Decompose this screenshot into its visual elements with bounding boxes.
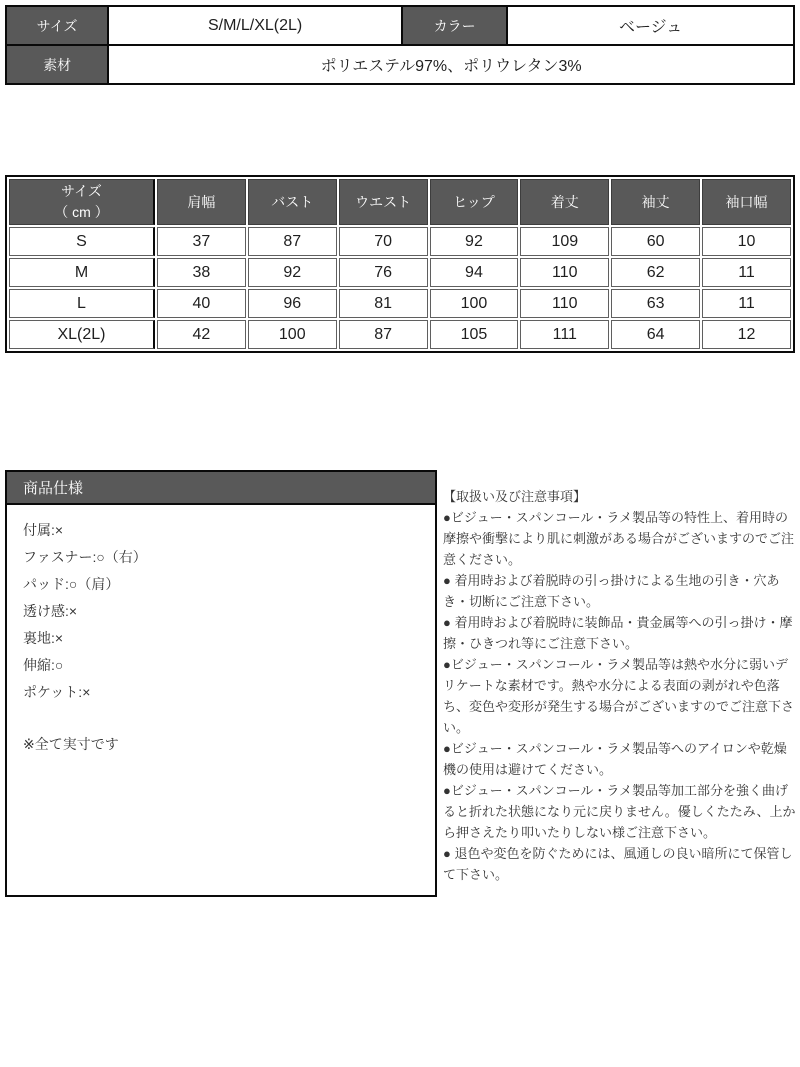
size-chart-table bbox=[5, 175, 795, 353]
care-note-item: ●ビジュー・スパンコール・ラメ製品等へのアイロンや乾燥機の使用は避けてください。 bbox=[443, 741, 787, 777]
column-header-sleeve: 袖丈 bbox=[611, 179, 700, 225]
measurement-cell: 12 bbox=[702, 320, 791, 349]
product-spec-title: 商品仕様 bbox=[7, 472, 435, 505]
spec-item-pad: パッド:○（肩） bbox=[23, 576, 120, 592]
spec-item-sheerness: 透け感:× bbox=[23, 603, 78, 619]
size-chart-unit-header bbox=[9, 179, 155, 225]
color-value: ベージュ bbox=[507, 6, 794, 45]
measurement-cell: 94 bbox=[430, 258, 519, 287]
size-row-xl bbox=[9, 320, 791, 349]
care-note-item: ●ビジュー・スパンコール・ラメ製品等は熱や水分に弱いデリケートな素材です。熱や水分による表面の剥がれや色落ち、変色や変形が発生する場合がございますのでご注意下さい。 bbox=[443, 657, 795, 735]
measurement-cell: 81 bbox=[339, 289, 428, 318]
measurement-cell: 111 bbox=[520, 320, 609, 349]
measurement-cell: 76 bbox=[339, 258, 428, 287]
care-note-item: ● 着用時および着脱時の引っ掛けによる生地の引き・穴あき・切断にご注意下さい。 bbox=[443, 573, 780, 609]
size-row-l bbox=[9, 289, 791, 318]
measurement-cell: 105 bbox=[430, 320, 519, 349]
measurement-cell: 40 bbox=[157, 289, 246, 318]
spec-item-lining: 裏地:× bbox=[23, 630, 64, 646]
measurement-cell: 60 bbox=[611, 227, 700, 256]
measurement-cell: 10 bbox=[702, 227, 791, 256]
size-options-value: S/M/L/XL(2L) bbox=[108, 6, 402, 45]
size-options-label: サイズ bbox=[6, 6, 108, 45]
measurement-cell: 11 bbox=[702, 289, 791, 318]
spec-item-fastener: ファスナー:○（右） bbox=[23, 549, 147, 565]
measurement-cell: 62 bbox=[611, 258, 700, 287]
column-header-length: 着丈 bbox=[520, 179, 609, 225]
measurement-cell: 42 bbox=[157, 320, 246, 349]
column-header-waist: ウエスト bbox=[339, 179, 428, 225]
size-chart-header-row bbox=[9, 179, 791, 225]
measurement-cell: 63 bbox=[611, 289, 700, 318]
measurement-cell: 110 bbox=[520, 258, 609, 287]
size-row-m bbox=[9, 258, 791, 287]
care-note-item: ● 退色や変色を防ぐためには、風通しの良い暗所にて保管して下さい。 bbox=[443, 846, 793, 882]
measurement-cell: 100 bbox=[430, 289, 519, 318]
color-label: カラー bbox=[402, 6, 507, 45]
measurement-cell: 100 bbox=[248, 320, 337, 349]
size-name-cell: S bbox=[9, 227, 155, 256]
column-header-shoulder: 肩幅 bbox=[157, 179, 246, 225]
spec-item-stretch: 伸縮:○ bbox=[23, 657, 64, 673]
measurement-cell: 96 bbox=[248, 289, 337, 318]
product-spec-box bbox=[5, 470, 437, 897]
measurement-cell: 11 bbox=[702, 258, 791, 287]
size-name-cell: XL(2L) bbox=[9, 320, 155, 349]
care-note-item: ●ビジュー・スパンコール・ラメ製品等の特性上、着用時の摩擦や衝撃により肌に刺激がある場合がございますのでご注意ください。 bbox=[443, 510, 795, 567]
measurement-cell: 110 bbox=[520, 289, 609, 318]
measurement-cell: 70 bbox=[339, 227, 428, 256]
measurement-cell: 87 bbox=[248, 227, 337, 256]
measurement-cell: 64 bbox=[611, 320, 700, 349]
column-header-cuff: 袖口幅 bbox=[702, 179, 791, 225]
measurement-cell: 37 bbox=[157, 227, 246, 256]
measurement-cell: 87 bbox=[339, 320, 428, 349]
material-label: 素材 bbox=[6, 45, 108, 84]
summary-row-material bbox=[6, 45, 794, 84]
spec-measurement-note: ※全て実寸です bbox=[23, 736, 119, 752]
size-chart-unit-header-line1: サイズ bbox=[61, 183, 102, 199]
column-header-bust: バスト bbox=[248, 179, 337, 225]
care-note-item: ●ビジュー・スパンコール・ラメ製品等加工部分を強く曲げると折れた状態になり元に戻りません。優しくたたみ、上から押さえたり叩いたりしない様ご注意下さい。 bbox=[443, 783, 796, 840]
care-notes bbox=[443, 486, 796, 885]
care-notes-title: 【取扱い及び注意事項】 bbox=[443, 489, 587, 504]
spec-item-accessories: 付属:× bbox=[23, 522, 64, 538]
size-name-cell: M bbox=[9, 258, 155, 287]
material-value: ポリエステル97%、ポリウレタン3% bbox=[108, 45, 794, 84]
size-row-s bbox=[9, 227, 791, 256]
measurement-cell: 38 bbox=[157, 258, 246, 287]
size-chart-unit-header-line2: （ cm ） bbox=[54, 204, 109, 220]
care-note-item: ● 着用時および着脱時に装飾品・貴金属等への引っ掛け・摩擦・ひきつれ等にご注意下さい。 bbox=[443, 615, 793, 651]
spec-item-pocket: ポケット:× bbox=[23, 684, 91, 700]
measurement-cell: 92 bbox=[430, 227, 519, 256]
column-header-hip: ヒップ bbox=[430, 179, 519, 225]
measurement-cell: 92 bbox=[248, 258, 337, 287]
measurement-cell: 109 bbox=[520, 227, 609, 256]
product-spec-list bbox=[7, 505, 435, 770]
summary-row-size-color bbox=[6, 6, 794, 45]
size-name-cell: L bbox=[9, 289, 155, 318]
spec-summary-table bbox=[5, 5, 795, 85]
